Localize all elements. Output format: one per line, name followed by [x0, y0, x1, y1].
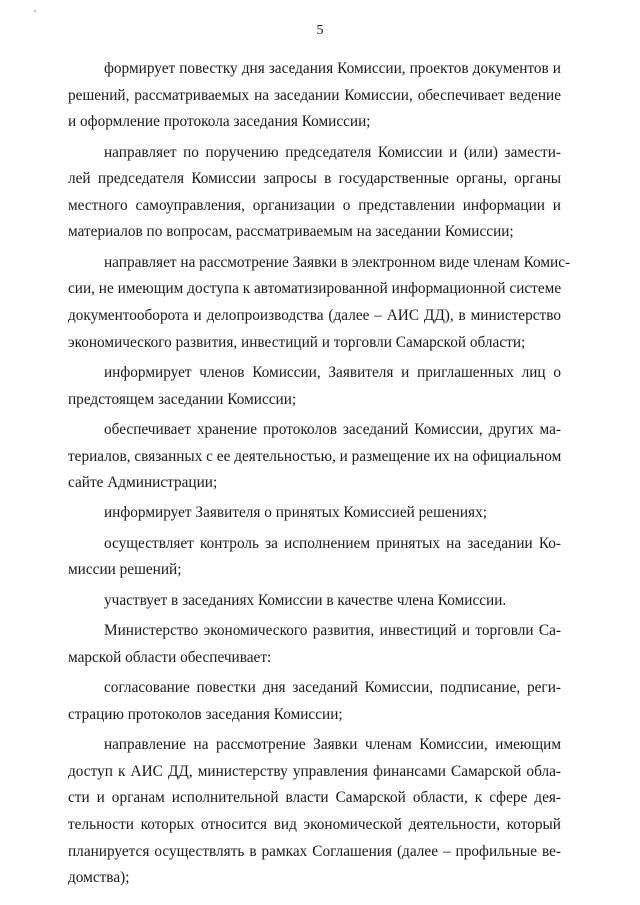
paragraph [68, 618, 561, 671]
paragraph [68, 417, 561, 497]
paragraph [68, 531, 561, 584]
paragraph-line: тельности которых относится вид экономической деятельности, который [68, 816, 561, 833]
paragraph-line: сти и органам исполнительной власти Самарской области, к сфере дея- [68, 789, 561, 807]
paragraph-line: териалов, связанных с ее деятельностью, и размещение их на официальном [68, 447, 562, 465]
paragraph-line: и оформление протокола заседания Комиссии; [68, 113, 371, 131]
paragraph-line: доступ к АИС ДД, министерству управления финансами Самарской обла- [68, 762, 561, 780]
paragraph-line: планируется осуществлять в рамках Соглашения (далее – профильные ве- [68, 842, 561, 860]
paragraph [68, 588, 561, 615]
paragraph-line: материалов по вопросам, рассматриваемым на заседании Комиссии; [68, 223, 514, 241]
paragraph-line: сии, не имеющим доступа к автоматизированной информационной системе [68, 280, 562, 298]
paragraph-line: информирует Заявителя о принятых Комиссией решениях; [104, 504, 487, 522]
paragraph-line: марской области обеспечивает: [68, 648, 272, 666]
paragraph-line: местного самоуправления, организации о представлении информации и [68, 196, 561, 214]
document-body [68, 56, 571, 896]
paragraph-line: направляет по поручению председателя Комиссии и (или) замести- [104, 143, 561, 161]
paragraph-line: участвует в заседаниях Комиссии в качестве члена Комиссии. [104, 591, 507, 609]
paragraph-line: осуществляет контроль за исполнением принятых на заседании Ко- [104, 534, 561, 552]
paragraph-line: Министерство экономического развития, инвестиций и торговли Са- [104, 622, 561, 640]
paragraph-line: документооборота и делопроизводства (далее – АИС ДД), в министерство [68, 306, 561, 324]
paragraph-line: миссии решений; [68, 561, 182, 579]
paragraph-line: экономического развития, инвестиций и торговли Самарской области; [68, 333, 526, 351]
paragraph-line: страцию протоколов заседания Комиссии; [68, 705, 343, 723]
paragraph-line: информирует членов Комиссии, Заявителя и приглашенных лиц о [104, 363, 561, 381]
paragraph-line: сайте Администрации; [68, 474, 218, 492]
page-number: 5 [316, 23, 324, 38]
paragraph-line: предстоящем заседании Комиссии; [68, 390, 297, 408]
paragraph [68, 360, 561, 413]
paragraph-line: направляет на рассмотрение Заявки в электронном виде членам Комис- [104, 253, 571, 271]
paragraph-line: домства); [68, 869, 130, 887]
paragraph [68, 732, 561, 892]
paragraph-line: формирует повестку дня заседания Комиссии, проектов документов и [104, 60, 561, 77]
paragraph-line: лей председателя Комиссии запросы в государственные органы, органы [68, 170, 561, 188]
paragraph [68, 250, 571, 356]
paragraph [68, 56, 561, 136]
paragraph-line: обеспечивает хранение протоколов заседаний Комиссии, других ма- [104, 420, 561, 438]
paragraph [68, 500, 561, 527]
paragraph-line: решений, рассматриваемых на заседании Комиссии, обеспечивает ведение [68, 86, 561, 104]
paragraph [68, 140, 561, 246]
scan-speck [34, 10, 36, 12]
paragraph [68, 675, 561, 728]
paragraph-line: согласование повестки дня заседаний Комиссии, подписание, реги- [104, 679, 561, 697]
paragraph-line: направление на рассмотрение Заявки членам Комиссии, имеющим [104, 736, 561, 754]
